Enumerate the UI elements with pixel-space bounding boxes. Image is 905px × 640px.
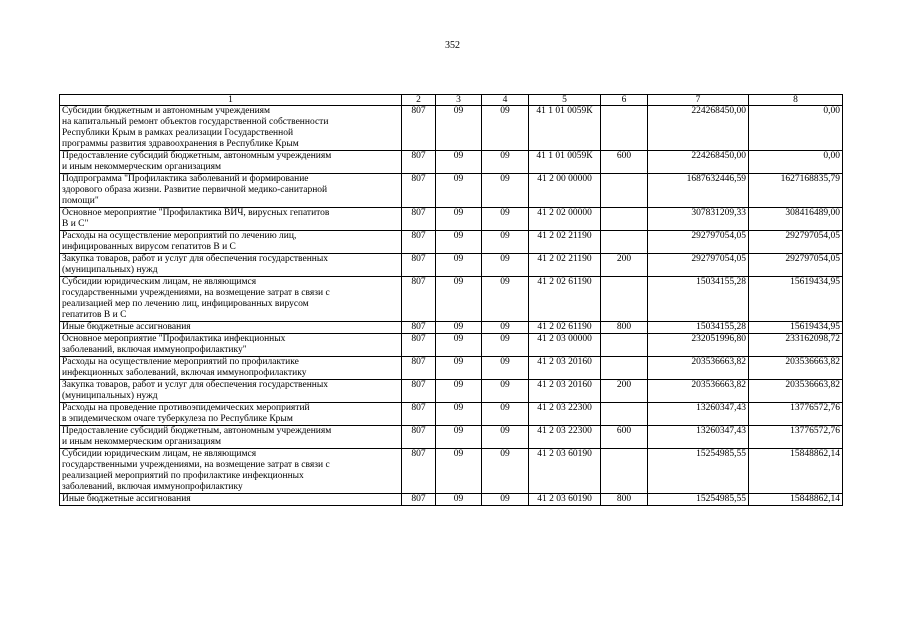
target-article-cell: 41 2 02 21190	[529, 254, 601, 277]
expense-name-line: инфицированных вирусом гепатитов В и С	[62, 242, 236, 252]
expense-name-line: и иным некоммерческим организациям	[62, 437, 221, 447]
header-cell: 3	[436, 95, 482, 106]
section-code-cell: 09	[436, 334, 482, 357]
target-article-cell: 41 2 03 60190	[529, 449, 601, 494]
amount-year2-cell: 15619434,95	[749, 322, 843, 334]
subsection-code-cell: 09	[482, 380, 529, 403]
page-number: 352	[445, 40, 460, 51]
expense-type-cell	[601, 174, 648, 208]
expense-name-cell	[60, 231, 402, 254]
amount-year1-cell: 15034155,28	[648, 277, 749, 322]
amount-year2-cell: 1627168835,79	[749, 174, 843, 208]
ministry-code-cell: 807	[402, 380, 436, 403]
expense-name-line: Субсидии юридическим лицам, не являющимся	[62, 277, 257, 287]
section-code-cell: 09	[436, 426, 482, 449]
expense-type-cell	[601, 106, 648, 151]
table-row	[60, 334, 843, 357]
expense-name-line: государственными учреждениями, на возмещение затрат в связи с	[62, 460, 330, 470]
expense-type-cell: 800	[601, 494, 648, 506]
section-code-cell: 09	[436, 357, 482, 380]
section-code-cell: 09	[436, 174, 482, 208]
section-code-cell: 09	[436, 322, 482, 334]
ministry-code-cell: 807	[402, 357, 436, 380]
target-article-cell: 41 2 03 20160	[529, 380, 601, 403]
subsection-code-cell: 09	[482, 494, 529, 506]
header-cell: 6	[601, 95, 648, 106]
expense-name-line: Основное мероприятие "Профилактика инфекционных	[62, 334, 286, 344]
expense-type-cell: 600	[601, 151, 648, 174]
subsection-code-cell: 09	[482, 208, 529, 231]
amount-year1-cell: 232051996,80	[648, 334, 749, 357]
expense-name-cell	[60, 322, 402, 334]
section-code-cell: 09	[436, 380, 482, 403]
table-row	[60, 403, 843, 426]
amount-year1-cell: 203536663,82	[648, 380, 749, 403]
subsection-code-cell: 09	[482, 357, 529, 380]
header-cell: 8	[749, 95, 843, 106]
section-code-cell: 09	[436, 277, 482, 322]
expense-name-cell	[60, 449, 402, 494]
table-row	[60, 426, 843, 449]
ministry-code-cell: 807	[402, 449, 436, 494]
subsection-code-cell: 09	[482, 403, 529, 426]
expense-type-cell: 200	[601, 254, 648, 277]
subsection-code-cell: 09	[482, 174, 529, 208]
subsection-code-cell: 09	[482, 106, 529, 151]
expense-type-cell: 200	[601, 380, 648, 403]
expense-name-line: Иные бюджетные ассигнования	[62, 322, 191, 332]
section-code-cell: 09	[436, 231, 482, 254]
expense-name-line: Расходы на проведение противоэпидемических мероприятий	[62, 403, 310, 413]
expense-name-line: заболеваний, включая иммунопрофилактику	[62, 482, 243, 492]
section-code-cell: 09	[436, 254, 482, 277]
amount-year2-cell: 292797054,05	[749, 254, 843, 277]
ministry-code-cell: 807	[402, 174, 436, 208]
expense-name-line: заболеваний, включая иммунопрофилактику"	[62, 345, 247, 355]
expense-name-line: на капитальный ремонт объектов государственной собственности	[62, 117, 329, 127]
table-row	[60, 380, 843, 403]
header-cell: 1	[60, 95, 402, 106]
target-article-cell: 41 2 02 21190	[529, 231, 601, 254]
expense-type-cell: 800	[601, 322, 648, 334]
amount-year2-cell: 203536663,82	[749, 380, 843, 403]
target-article-cell: 41 2 02 61190	[529, 322, 601, 334]
table-row	[60, 277, 843, 322]
amount-year1-cell: 15254985,55	[648, 449, 749, 494]
table-row	[60, 322, 843, 334]
expense-name-cell	[60, 254, 402, 277]
expense-type-cell	[601, 357, 648, 380]
header-cell: 2	[402, 95, 436, 106]
section-code-cell: 09	[436, 151, 482, 174]
table-body	[60, 106, 843, 506]
section-code-cell: 09	[436, 208, 482, 231]
table-row	[60, 494, 843, 506]
target-article-cell: 41 2 02 61190	[529, 277, 601, 322]
subsection-code-cell: 09	[482, 254, 529, 277]
header-cell: 5	[529, 95, 601, 106]
expense-name-line: Подпрограмма "Профилактика заболеваний и формирование	[62, 174, 309, 184]
section-code-cell: 09	[436, 403, 482, 426]
expense-name-cell	[60, 357, 402, 380]
section-code-cell: 09	[436, 106, 482, 151]
section-code-cell: 09	[436, 449, 482, 494]
subsection-code-cell: 09	[482, 449, 529, 494]
subsection-code-cell: 09	[482, 334, 529, 357]
expense-name-cell	[60, 106, 402, 151]
expense-name-line: Республики Крым в рамках реализации Государственной	[62, 128, 294, 138]
amount-year1-cell: 203536663,82	[648, 357, 749, 380]
amount-year2-cell: 15848862,14	[749, 494, 843, 506]
expense-type-cell: 600	[601, 426, 648, 449]
expense-name-line: Закупка товаров, работ и услуг для обеспечения государственных	[62, 380, 329, 390]
expense-type-cell	[601, 277, 648, 322]
expense-name-cell	[60, 277, 402, 322]
expense-name-line: здорового образа жизни. Развитие первичной медико-санитарной	[62, 185, 328, 195]
expense-name-line: Предоставление субсидий бюджетным, автономным учреждениям	[62, 426, 332, 436]
amount-year1-cell: 292797054,05	[648, 231, 749, 254]
target-article-cell: 41 1 01 0059К	[529, 151, 601, 174]
amount-year1-cell: 307831209,33	[648, 208, 749, 231]
amount-year1-cell: 13260347,43	[648, 426, 749, 449]
target-article-cell: 41 2 03 22300	[529, 403, 601, 426]
expense-name-line: Закупка товаров, работ и услуг для обеспечения государственных	[62, 254, 329, 264]
expense-name-line: в эпидемическом очаге туберкулеза по Республике Крым	[62, 414, 293, 424]
expense-name-cell	[60, 403, 402, 426]
amount-year2-cell: 0,00	[749, 151, 843, 174]
amount-year2-cell: 15848862,14	[749, 449, 843, 494]
header-cell: 7	[648, 95, 749, 106]
expense-name-cell	[60, 174, 402, 208]
expense-type-cell	[601, 403, 648, 426]
target-article-cell: 41 1 01 0059К	[529, 106, 601, 151]
ministry-code-cell: 807	[402, 494, 436, 506]
table-row	[60, 254, 843, 277]
expense-type-cell	[601, 334, 648, 357]
amount-year2-cell: 203536663,82	[749, 357, 843, 380]
table-row	[60, 208, 843, 231]
expense-name-cell	[60, 151, 402, 174]
expense-name-line: помощи"	[62, 196, 99, 206]
ministry-code-cell: 807	[402, 334, 436, 357]
target-article-cell: 41 2 03 20160	[529, 357, 601, 380]
expense-name-cell	[60, 494, 402, 506]
expense-type-cell	[601, 231, 648, 254]
expense-name-line: реализацией мер по лечению лиц, инфицированных вирусом	[62, 299, 309, 309]
ministry-code-cell: 807	[402, 231, 436, 254]
amount-year1-cell: 15254985,55	[648, 494, 749, 506]
target-article-cell: 41 2 00 00000	[529, 174, 601, 208]
table-row	[60, 174, 843, 208]
expense-name-line: Иные бюджетные ассигнования	[62, 494, 191, 504]
expense-name-line: Субсидии юридическим лицам, не являющимся	[62, 449, 257, 459]
expense-name-line: и иным некоммерческим организациям	[62, 162, 221, 172]
amount-year2-cell: 13776572,76	[749, 403, 843, 426]
target-article-cell: 41 2 03 22300	[529, 426, 601, 449]
expense-name-line: гепатитов В и С	[62, 310, 127, 320]
section-code-cell: 09	[436, 494, 482, 506]
amount-year1-cell: 15034155,28	[648, 322, 749, 334]
ministry-code-cell: 807	[402, 277, 436, 322]
table-row	[60, 449, 843, 494]
amount-year2-cell: 233162098,72	[749, 334, 843, 357]
ministry-code-cell: 807	[402, 151, 436, 174]
subsection-code-cell: 09	[482, 277, 529, 322]
header-row	[60, 95, 843, 106]
target-article-cell: 41 2 03 60190	[529, 494, 601, 506]
expense-name-line: (муниципальных) нужд	[62, 265, 158, 275]
expense-name-line: Предоставление субсидий бюджетным, автономным учреждениям	[62, 151, 332, 161]
expense-name-line: программы развития здравоохранения в Республике Крым	[62, 139, 299, 149]
amount-year1-cell: 224268450,00	[648, 106, 749, 151]
budget-table	[59, 94, 843, 506]
expense-name-cell	[60, 426, 402, 449]
subsection-code-cell: 09	[482, 151, 529, 174]
expense-name-line: Субсидии бюджетным и автономным учреждениям	[62, 106, 271, 116]
table-row	[60, 106, 843, 151]
amount-year2-cell: 308416489,00	[749, 208, 843, 231]
expense-type-cell	[601, 449, 648, 494]
expense-name-line: Основное мероприятие "Профилактика ВИЧ, вирусных гепатитов	[62, 208, 330, 218]
ministry-code-cell: 807	[402, 322, 436, 334]
amount-year1-cell: 13260347,43	[648, 403, 749, 426]
ministry-code-cell: 807	[402, 208, 436, 231]
amount-year2-cell: 292797054,05	[749, 231, 843, 254]
amount-year2-cell: 15619434,95	[749, 277, 843, 322]
amount-year2-cell: 0,00	[749, 106, 843, 151]
expense-name-line: (муниципальных) нужд	[62, 391, 158, 401]
expense-name-line: Расходы на осуществление мероприятий по профилактике	[62, 357, 299, 367]
table-row	[60, 231, 843, 254]
target-article-cell: 41 2 02 00000	[529, 208, 601, 231]
expense-type-cell	[601, 208, 648, 231]
expense-name-cell	[60, 208, 402, 231]
table-row	[60, 151, 843, 174]
ministry-code-cell: 807	[402, 106, 436, 151]
target-article-cell: 41 2 03 00000	[529, 334, 601, 357]
subsection-code-cell: 09	[482, 426, 529, 449]
expense-name-cell	[60, 334, 402, 357]
expense-name-line: В и С"	[62, 219, 89, 229]
ministry-code-cell: 807	[402, 426, 436, 449]
expense-name-cell	[60, 380, 402, 403]
amount-year1-cell: 1687632446,59	[648, 174, 749, 208]
amount-year2-cell: 13776572,76	[749, 426, 843, 449]
amount-year1-cell: 224268450,00	[648, 151, 749, 174]
ministry-code-cell: 807	[402, 403, 436, 426]
expense-name-line: реализацией мероприятий по профилактике инфекционных	[62, 471, 304, 481]
subsection-code-cell: 09	[482, 231, 529, 254]
header-cell: 4	[482, 95, 529, 106]
subsection-code-cell: 09	[482, 322, 529, 334]
table-row	[60, 357, 843, 380]
ministry-code-cell: 807	[402, 254, 436, 277]
amount-year1-cell: 292797054,05	[648, 254, 749, 277]
expense-name-line: Расходы на осуществление мероприятий по лечению лиц,	[62, 231, 297, 241]
expense-name-line: инфекционных заболеваний, включая иммунопрофилактику	[62, 368, 307, 378]
expense-name-line: государственными учреждениями, на возмещение затрат в связи с	[62, 288, 330, 298]
